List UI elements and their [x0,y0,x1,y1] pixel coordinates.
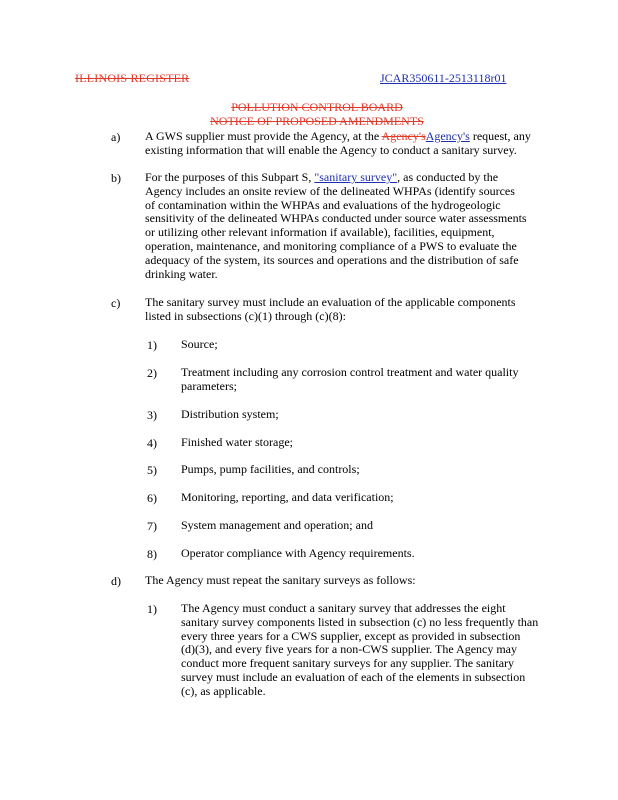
list-item: Source; [181,337,218,351]
list-item-number: 6) [147,491,157,505]
board-title: POLLUTION CONTROL BOARD [231,100,403,114]
subsection-d1-text: The Agency must conduct a sanitary survey that addresses the eight sanitary survey components listed in subsection (c) no less frequently than every three years for a CWS supplier, except as provided in subsection (d)(3), and every five years for a non-CWS supplier. The Agency may conduct more frequent sanitary surveys for any supplier. The sanitary survey must include an evaluation of each of the elements in subsection (c), as applicable. [181,601,539,698]
list-item-number: 2) [147,366,157,380]
list-item: Operator compliance with Agency requirements. [181,546,415,560]
subsection-a-label: a) [111,130,121,144]
list-item-number: 1) [147,602,157,616]
list-item-number: 3) [147,408,157,422]
subsection-a-line2: existing information that will enable the Agency to conduct a sanitary survey. [145,142,517,157]
list-item-number: 7) [147,519,157,533]
subsection-c-text: The sanitary survey must include an evaluation of the applicable components listed in subsections (c)(1) through (c)(8): [145,295,516,323]
list-item: Finished water storage; [181,435,293,449]
list-item-number: 1) [147,338,157,352]
list-item: System management and operation; and [181,518,373,532]
list-item-number: 8) [147,547,157,561]
subsection-b-label: b) [111,171,121,185]
notice-title: NOTICE OF PROPOSED AMENDMENTS [210,114,424,128]
header-register-name: ILLINOIS REGISTER [75,71,190,85]
deleted-text: Agency's [381,129,426,143]
list-item-number: 5) [147,463,157,477]
list-item: Distribution system; [181,407,279,421]
subsection-d-label: d) [111,574,121,588]
list-item: Monitoring, reporting, and data verification; [181,490,394,504]
inserted-text: "sanitary survey" [314,170,398,184]
subsection-a-line1: A GWS supplier must provide the Agency, at the Agency'sAgency's request, any [145,129,531,143]
subsection-b-text: For the purposes of this Subpart S, "sanitary survey", as conducted by the Agency includes an onsite review of the delineated WHPAs (identify sources of contamination within the WHPAs and evaluations of the hydrogeologic sensitivity of the delineated WHPAs conducted under source water assessments or utilizing other relevant information if available), facilities, equipment, operation, maintenance, and monitoring compliance of a PWS to evaluate the adequacy of the system, its sources and operations and the distribution of safe drinking water. [145,170,527,281]
list-item-number: 4) [147,436,157,450]
inserted-text: Agency's [425,129,470,143]
list-item: Treatment including any corrosion control treatment and water quality parameters; [181,365,519,393]
subsection-c-label: c) [111,296,121,310]
header-jcar-code: JCAR350611-2513118r01 [380,71,507,85]
list-item: Pumps, pump facilities, and controls; [181,462,360,476]
subsection-d-text: The Agency must repeat the sanitary surveys as follows: [145,573,416,587]
subsection-a-text [145,130,531,158]
